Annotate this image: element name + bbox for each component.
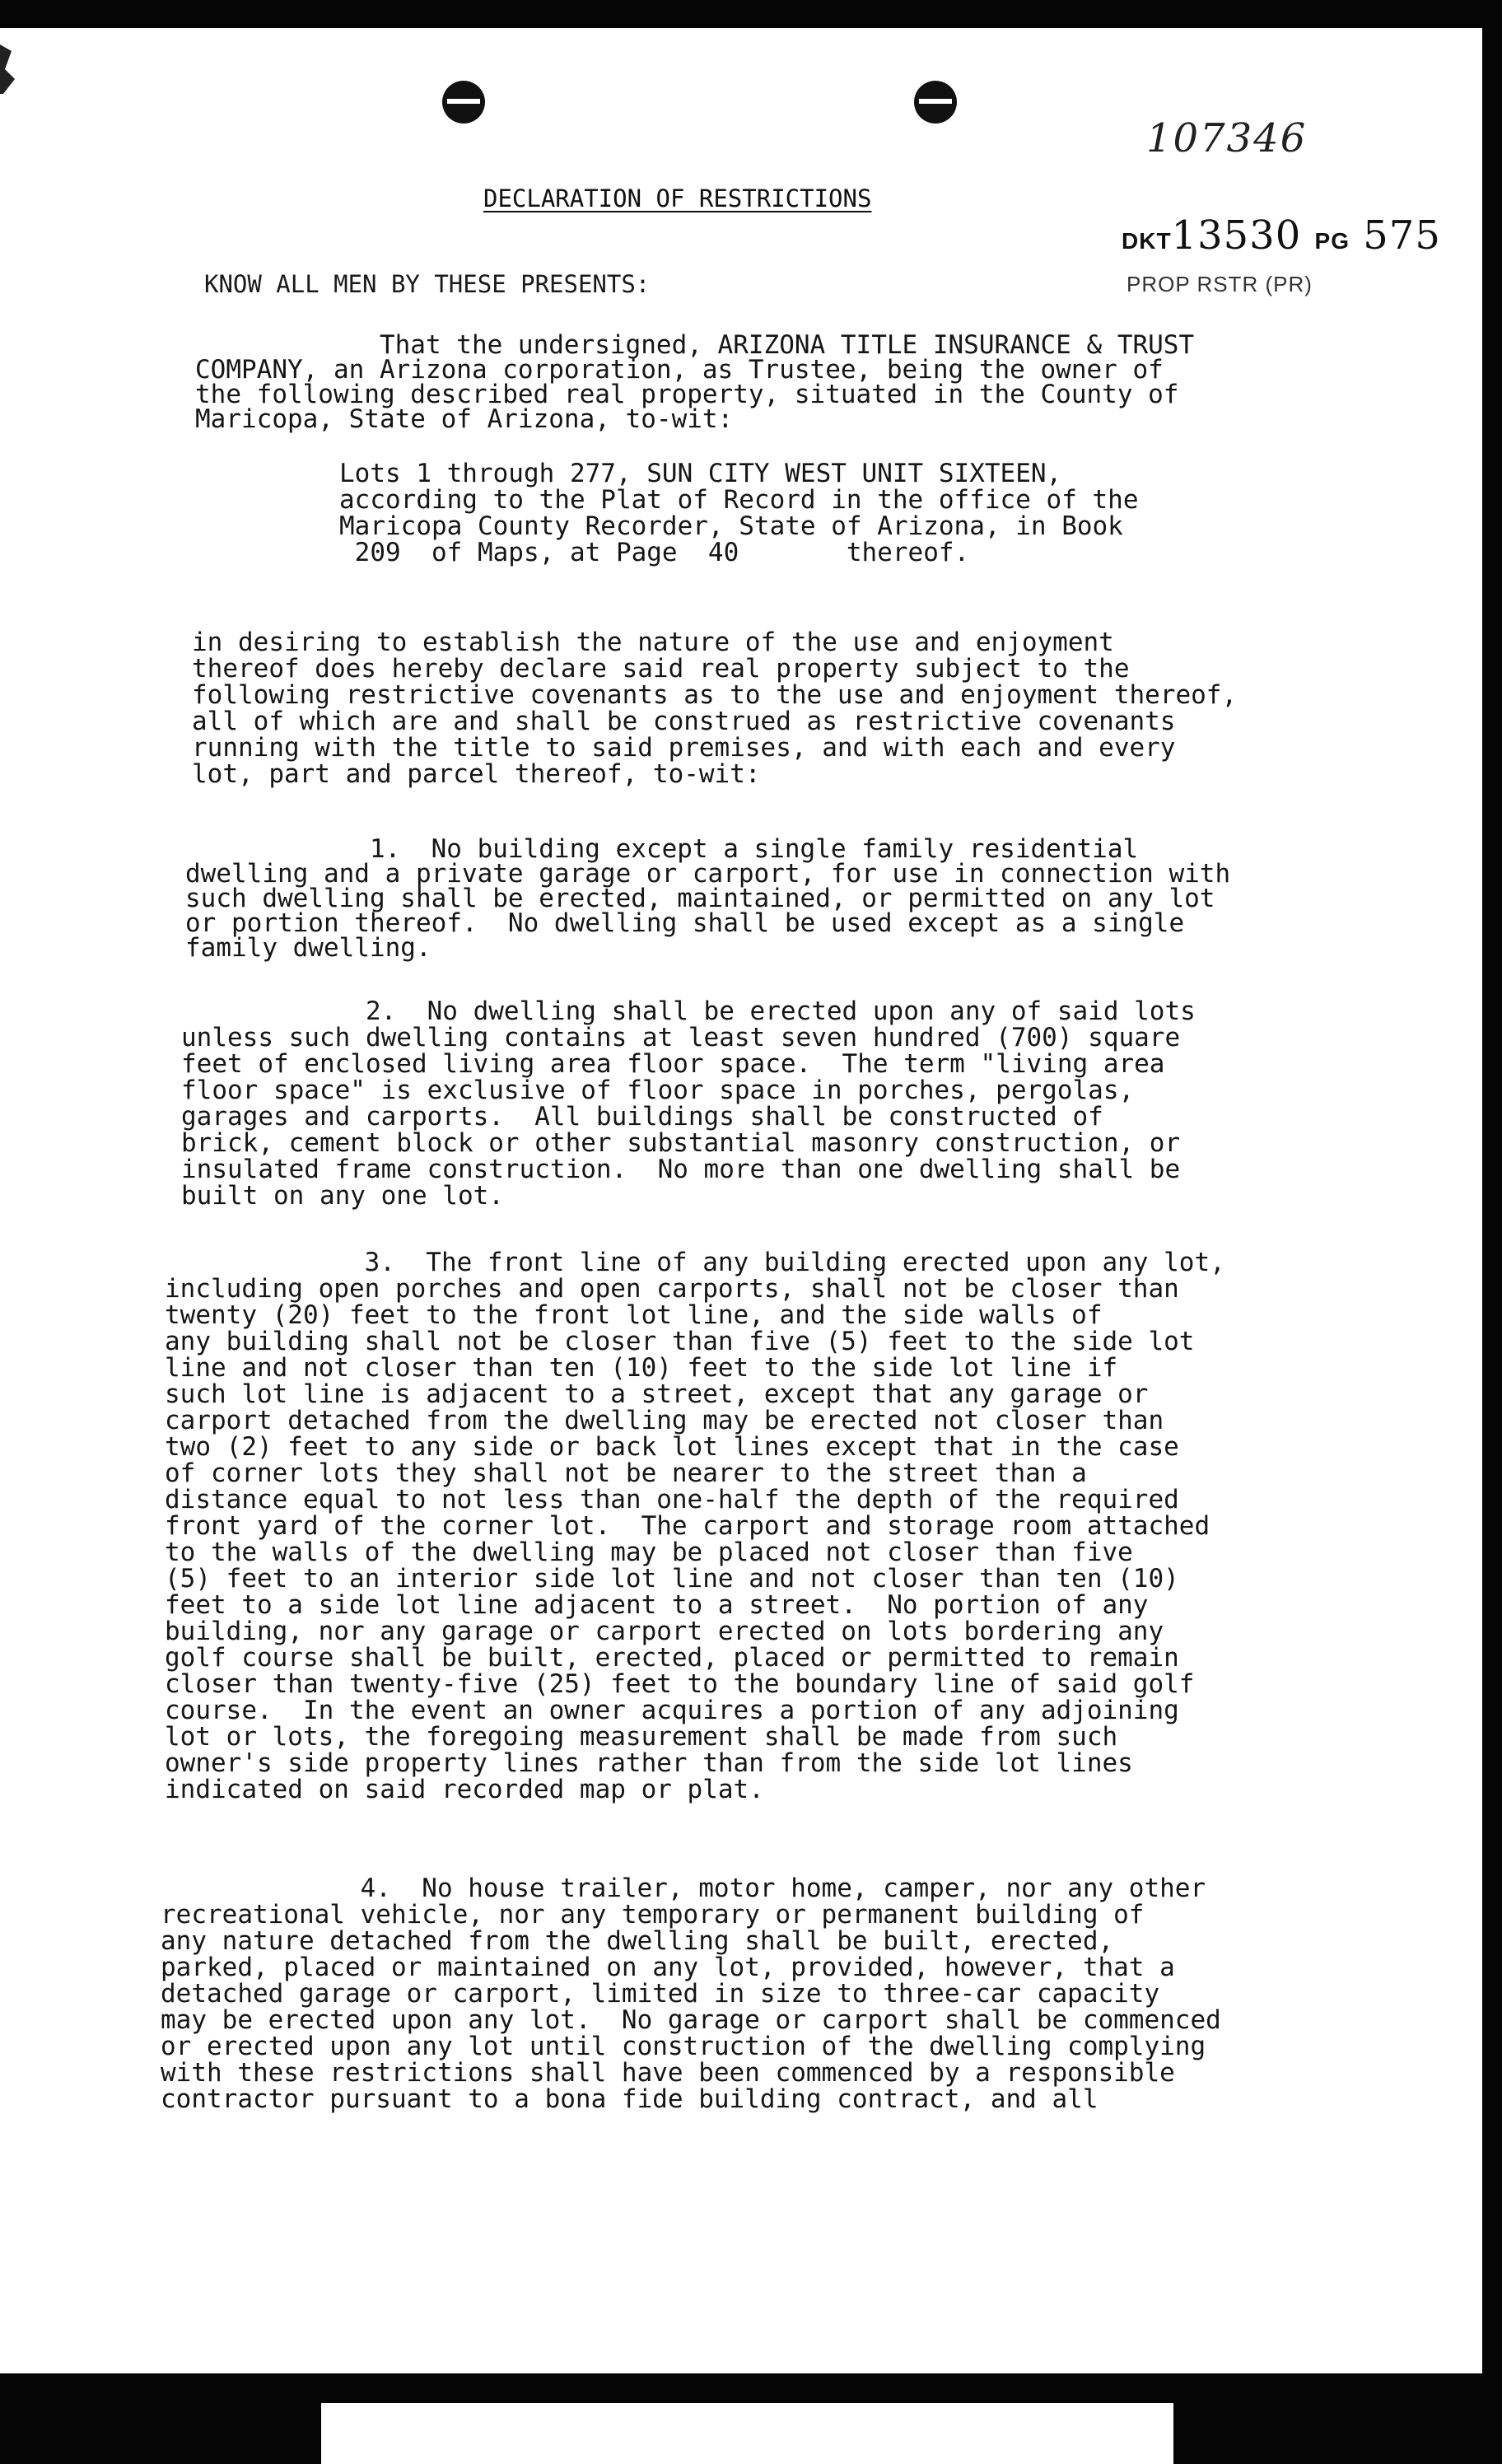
docket-label: DKT [1122,228,1172,254]
clause-4: 4. No house trailer, motor home, camper, nor any other recreational vehicle, nor any temporary or permanent building of any nature detached from the dwelling shall be built, erected, parked, placed or maintained on any lot, provided, however, that a detached garage or carport, limited in size to three-car capacity may be erected upon any lot. No garage or carport shall be commenced or erected upon any lot until construction of the dwelling complying with these restrictions shall have been commenced by a responsible contractor pursuant to a bona fide building contract, and all [161,1874,1221,2114]
bottom-paper-slip [321,2403,1173,2464]
scan-border-right [1482,0,1502,2464]
scan-border-top [0,0,1502,28]
docket-number: 13530 [1171,212,1302,259]
docket-stamp [1122,212,1441,259]
clause-2: 2. No dwelling shall be erected upon any of said lots unless such dwelling contains at least seven hundred (700) square feet of enclosed living area floor space. The term "living area floor space" is exclusive of floor space in porches, pergolas, garages and carports. All buildings shall be constructed of brick, cement block or other substantial masonry construction, or insulated frame construction. No more than one dwelling shall be built on any one lot. [181,996,1196,1211]
clause-1: 1. No building except a single family residential dwelling and a private garage or carport, for use in connection with such dwelling shall be erected, maintained, or permitted on any lot or portion thereof. No dwelling shall be used except as a single family dwelling. [185,834,1231,963]
purpose-paragraph: in desiring to establish the nature of the use and enjoyment thereof does hereby declare said real property subject to the following restrictive covenants as to the use and enjoyment thereof, all of which are and shall be construed as restrictive covenants running with the title to said premises, and with each and every lot, part and parcel thereof, to-wit: [192,628,1238,789]
punch-hole-right-icon [914,81,957,124]
intro-paragraph: That the undersigned, ARIZONA TITLE INSURANCE & TRUST COMPANY, an Arizona corporation, as Trustee, being the owner of the following described real property, situated in the County of Maricopa, State of Arizona, to-wit: [195,330,1195,434]
punch-hole-left-icon [442,81,485,124]
page-label: PG [1314,228,1350,254]
page-number: 575 [1363,212,1441,259]
clause-3: 3. The front line of any building erected upon any lot, including open porches and open carports, shall not be closer than twenty (20) feet to the front lot line, and the side walls of any building shall not be closer than five (5) feet to the side lot line and not closer than ten (10) feet to the side lot line if such lot line is adjacent to a street, except that any garage or carport detached from the dwelling may be erected not closer than two (2) feet to any side or back lot lines except that in the case of corner lots they shall not be nearer to the street than a distance equal to not less than one-half the depth of the required front yard of the corner lot. The carport and storage room attached to the walls of the dwelling may be placed not closer than five (5) feet to an interior side lot line and not closer than ten (10) feet to a side lot line adjacent to a street. No portion of any building, nor any garage or carport erected on lots bordering any golf course shall be built, erected, placed or permitted to remain closer than twenty-five (25) feet to the boundary line of said golf course. In the event an owner acquires a portion of any adjoining lot or lots, the foregoing measurement shall be made from such owner's side property lines rather than from the side lot lines indicated on said recorded map or plat. [165,1248,1225,1804]
lots-description: Lots 1 through 277, SUN CITY WEST UNIT SIXTEEN, according to the Plat of Record in the office of the Maricopa County Recorder, State of Arizona, in Book 209 of Maps, at Page 40 thereof. [339,459,1139,567]
document-number: 107346 [1146,115,1308,161]
salutation: KNOW ALL MEN BY THESE PRESENTS: [204,270,651,298]
property-code: PROP RSTR (PR) [1126,272,1313,296]
binding-mark-icon [0,28,21,135]
document-title: DECLARATION OF RESTRICTIONS [483,184,872,212]
